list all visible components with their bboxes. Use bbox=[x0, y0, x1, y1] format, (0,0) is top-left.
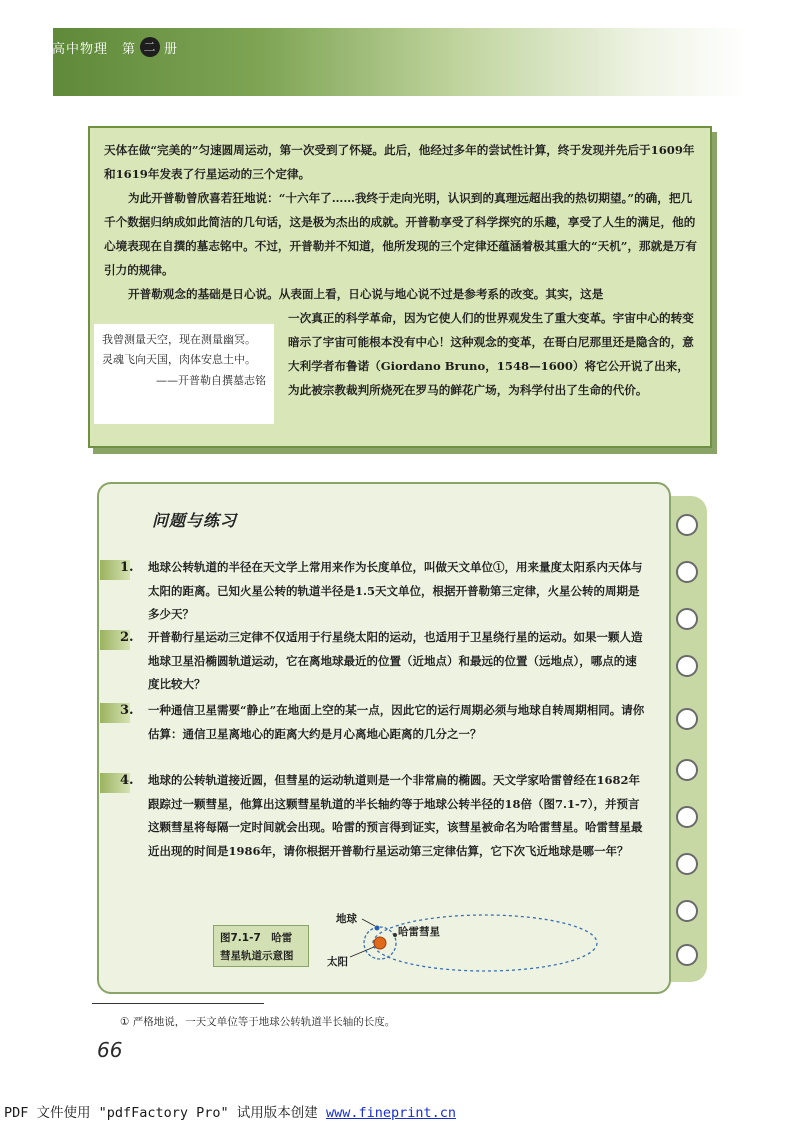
book-title: 高中物理 第 二 册 bbox=[52, 37, 178, 57]
epitaph-quote bbox=[94, 324, 274, 424]
binder-ring bbox=[676, 806, 698, 828]
question-number: 4. bbox=[120, 773, 134, 788]
comet-label: 哈雷彗星 bbox=[398, 926, 440, 938]
earth-label: 地球 bbox=[336, 913, 357, 925]
question-number: 3. bbox=[120, 703, 134, 718]
exercise-title: 问题与练习 bbox=[152, 511, 238, 530]
question-text: 开普勒行星运动三定律不仅适用于行星绕太阳的运动，也适用于卫星绕行星的运动。如果一颗人造地球卫星沿椭圆轨道运动，它在离地球最近的位置（近地点）和最远的位置（远地点），哪点的速度比较大？ bbox=[148, 630, 643, 691]
epitaph-text: 我曾测量天空，现在测量幽冥。灵魂飞向天国，肉体安息土中。 bbox=[102, 333, 256, 366]
question-number: 1. bbox=[120, 560, 134, 575]
binder-ring bbox=[676, 944, 698, 966]
reading-box bbox=[88, 126, 712, 448]
binder-ring bbox=[676, 655, 698, 677]
question-text: 一种通信卫星需要“静止”在地面上空的某一点，因此它的运行周期必须与地球自转周期相同。请你估算：通信卫星离地心的距离大约是月心离地心距离的几分之一？ bbox=[148, 703, 645, 741]
binder-ring bbox=[676, 608, 698, 630]
sun-icon bbox=[374, 937, 386, 949]
binder-ring bbox=[676, 853, 698, 875]
footnote-divider bbox=[92, 1003, 264, 1004]
reading-paragraph-1: 天体在做“完美的”匀速圆周运动，第一次受到了怀疑。此后，他经过多年的尝试性计算，终于发现并先后于1609年和1619年发表了行星运动的三个定律。 bbox=[104, 143, 695, 181]
reading-paragraph-3a: 开普勒观念的基础是日心说。从表面上看，日心说与地心说不过是参考系的改变。其实，这是 bbox=[128, 287, 604, 301]
reading-paragraph-2: 为此开普勒曾欣喜若狂地说：“十六年了……我终于走向光明，认识到的真理远超出我的热切期望。”的确，把几千个数据归纳成如此简洁的几句话，这是极为杰出的成就。开普勒享受了科学探究的乐趣，享受了人生的满足，他的心境表现在自撰的墓志铭中。不过，开普勒并不知道，他所发现的三个定律还蕴涵着极其重大的“天机”，那就是万有引力的规律。 bbox=[104, 191, 698, 277]
page-number: 66 bbox=[97, 1038, 123, 1062]
figure-caption: 图7.1-7 哈雷彗星轨道示意图 bbox=[213, 925, 309, 967]
binder-ring bbox=[676, 514, 698, 536]
epitaph-source: ——开普勒自撰墓志铭 bbox=[156, 374, 266, 387]
sun-label: 太阳 bbox=[327, 956, 348, 968]
binder-ring bbox=[676, 561, 698, 583]
binder-ring bbox=[676, 900, 698, 922]
earth-icon bbox=[375, 926, 380, 931]
reading-paragraph-3b: 一次真正的科学革命，因为它使人们的世界观发生了重大变革。宇宙中心的转变暗示了宇宙可能根本没有中心！这种观念的变革，在哥白尼那里还是隐含的，意大利学者布鲁诺（Giordano Bruno，1548—1600）将它公开说了出来，为此被宗教裁判所烧死在罗马的鲜花广场，为科学付出了生命的代价。 bbox=[288, 311, 694, 397]
comet-icon bbox=[393, 933, 397, 937]
volume-badge: 二 bbox=[140, 37, 160, 57]
halley-orbit-diagram bbox=[320, 905, 610, 985]
question-number: 2. bbox=[120, 630, 134, 645]
footnote: ① 严格地说，一天文单位等于地球公转轨道半长轴的长度。 bbox=[120, 1016, 396, 1028]
question-text: 地球的公转轨道接近圆，但彗星的运动轨道则是一个非常扁的椭圆。天文学家哈雷曾经在1682年跟踪过一颗彗星，他算出这颗彗星轨道的半长轴约等于地球公转半径的18倍（图7.1-7），并预言这颗彗星将每隔一定时间就会出现。哈雷的预言得到证实，该彗星被命名为哈雷彗星。哈雷彗星最近出现的时间是1986年，请你根据开普勒行星运动第三定律估算，它下次飞近地球是哪一年？ bbox=[148, 773, 643, 858]
question-text: 地球公转轨道的半径在天文学上常用来作为长度单位，叫做天文单位①，用来量度太阳系内天体与太阳的距离。已知火星公转的轨道半径是1.5天文单位，根据开普勒第三定律，火星公转的周期是多少天？ bbox=[148, 560, 643, 621]
pdf-watermark-notice: PDF 文件使用 "pdfFactory Pro" 试用版本创建 www.fineprint.cn bbox=[4, 1105, 456, 1121]
binder-ring bbox=[676, 708, 698, 730]
fineprint-link[interactable]: www.fineprint.cn bbox=[325, 1105, 456, 1121]
binder-ring bbox=[676, 759, 698, 781]
